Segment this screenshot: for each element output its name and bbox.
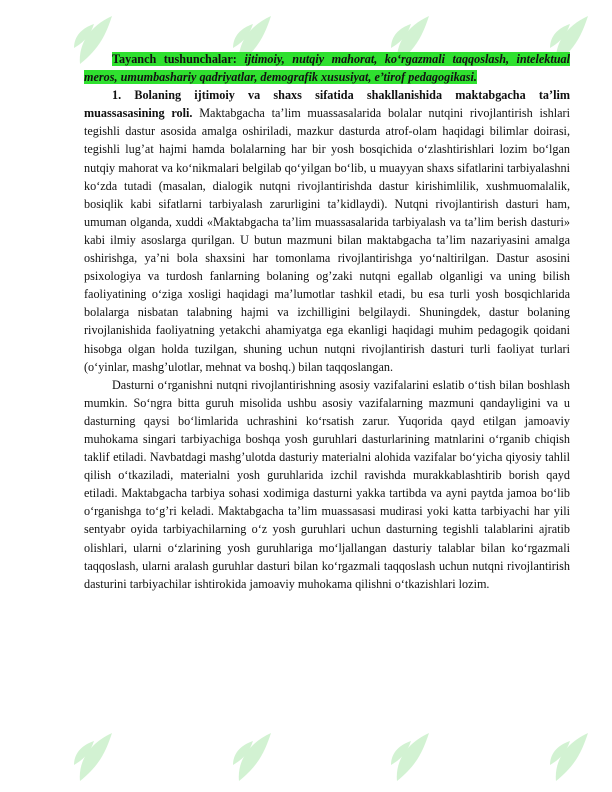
paragraph-text: Dasturni o‘rganishni nutqni rivojlantirishning asosiy vazifalarini eslatib o‘tish bilan boshlash mumkin. So‘ngra bitta guruh misolida ushbu asosiy vazifalarning mazmuni qandayligini va u dasturning qaysi bo‘limlarida uchrashini ko‘rsatish zarur. Yuqorida qayd etilgan jamoaviy muhokama singari tarbiyachiga boshqa yosh guruhlari dasturlarining matnlarini o‘rganib chiqish taklif etiladi. Navbatdagi mashg’ulotda dasturiy materialni alohida vazifalar bo‘yicha qiyosiy tahlil qilish o‘tkaziladi, materialni yosh guruhlarida izchil ravishda murakkablashtirib borish qayd etiladi. Maktabgacha tarbiya sohasi xodimiga dasturni yakka tartibda va ayni paytda jamoa bo‘lib o‘rganishga to‘g’ri keladi. Maktabgacha ta’lim muassasasi mudirasi yoki katta tarbiyachi har yili sentyabr oyida tarbiyachilarning o‘z yosh guruhlari uchun dasturning tegishli talablarini ajratib olishlari, ularni o‘zlarining yosh guruhlariga mo‘ljallangan dasturiy talablar bilan ko‘rgazmali taqqoslash, ularni aralash guruhlar dasturi bilan ko‘rgazmali taqqoslash uchun nutqni rivojlantirish dasturini tarbiyachilar ishtirokida jamoaviy muhokama qilishni o‘tkazishlari lozim. xyxy=(84,377,570,591)
section-heading: 1. Bolaning ijtimoiy va shaxs sifatida shakllanishida maktabgacha ta’lim muassasasining roli. xyxy=(84,88,570,121)
watermark-row-bottom xyxy=(60,722,600,792)
paragraph-text: Maktabgacha ta’lim muassasalarida bolalar nutqini rivojlantirish ishlari tegishli dastur asosida amalga oshiriladi, mazkur dasturda atrof-olam haqidagi bilimlar doirasi, tegishli lug’at hajmi hamda bolalarning har bir yosh bosqichida o‘zlashtirishlari lozim bo‘lgan nutqiy mahorat va ko‘nikmalari belgilab qo‘yilgan bo‘lib, u muayyan shaxs sifatlarini tarbiyalashni ko‘zda tutadi (masalan, dialogik nutqni rivojlantirishda dastur kirishimlilik, xushmuomalalik, bosiqlik kabi sifatlarni tarbiyalash zarurligini ta’kidlaydi). Nutqni rivojlantirish dasturi ham, umuman olganda, xuddi «Maktabgacha ta’lim muassasalarida tarbiyalash va ta’lim berish dasturi» kabi ilmiy asoslarga qurilgan. U butun mazmuni bilan maktabgacha ta’lim nazariyasini amalga oshirishga, ya’ni bola shaxsini har tomonlama rivojlantirishga yo‘naltirilgan. Dastur asosini psixologiya va turdosh fanlarning bolaning og’zaki nutqni egallab olganligi va uning bilish faoliyatining o‘ziga xosligi haqidagi ma’lumotlar tashkil etadi, bu esa turli yosh bosqichlarida bolalarga nisbatan talabning hajmi va izchilligini belgilaydi. Shuningdek, dastur bolaning rivojlanishida faoliyatning yetakchi ahamiyatga ega ekanligi haqidagi muhim pedagogik qoidani hisobga olgan holda tuzilgan, shuning uchun nutqni rivojlantirish dasturi turli faoliyat turlari (o‘yinlar, mashg’ulotlar, mehnat va boshq.) bilan taqqoslangan. xyxy=(84,106,570,374)
keywords-paragraph xyxy=(84,50,570,86)
leaf-logo-watermark-icon xyxy=(219,725,283,789)
keywords-highlight xyxy=(84,52,570,84)
document-body xyxy=(84,50,570,593)
leaf-logo-watermark-icon xyxy=(60,725,124,789)
body-paragraph xyxy=(84,376,570,593)
leaf-logo-watermark-icon xyxy=(536,725,600,789)
keywords-terms: ijtimoiy, nutqiy mahorat, ko‘rgazmali taqqoslash, intelektual meros, umumbashariy qadriyatlar, demografik xususiyat, e’tirof pedagogikasi. xyxy=(84,52,570,85)
leaf-logo-watermark-icon xyxy=(377,725,441,789)
body-paragraph xyxy=(84,86,570,376)
keywords-label: Tayanch tushunchalar: xyxy=(112,52,237,66)
